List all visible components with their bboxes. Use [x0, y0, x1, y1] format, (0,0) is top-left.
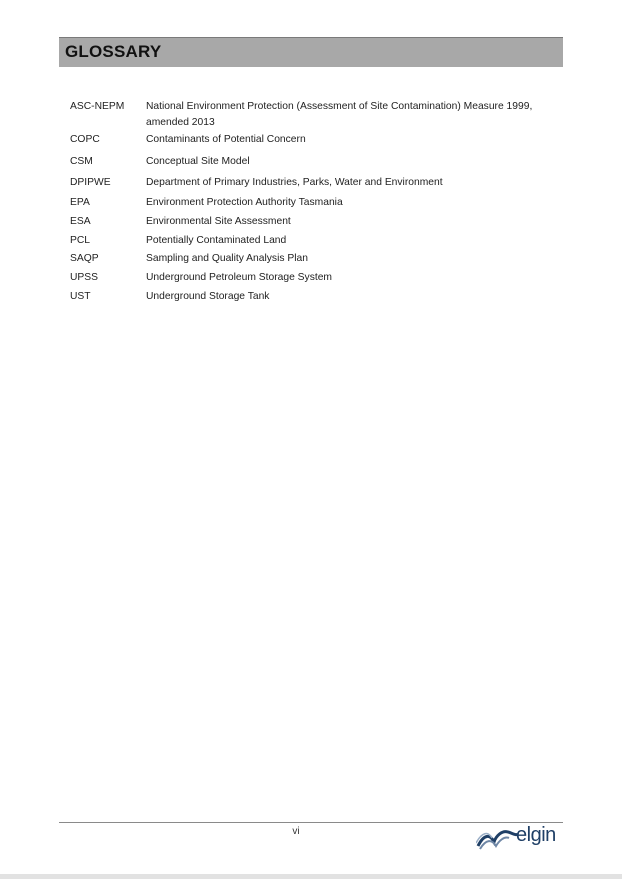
glossary-term: ESA [70, 216, 91, 227]
glossary-term: ASC-NEPM [70, 101, 125, 112]
page-edge [0, 874, 622, 879]
glossary-term: CSM [70, 156, 93, 167]
logo-text: elgin [516, 824, 556, 846]
glossary-definition: Contaminants of Potential Concern [146, 134, 306, 145]
footer-divider [59, 822, 563, 823]
glossary-definition: Conceptual Site Model [146, 156, 250, 167]
glossary-term: PCL [70, 235, 91, 246]
elgin-wave-logo-icon [476, 826, 520, 850]
glossary-definition: National Environment Protection (Assessment of Site Contamination) Measure 1999, amended 2013 [146, 101, 533, 128]
page-number: vi [292, 826, 300, 837]
elgin-logo [476, 826, 562, 850]
glossary-term: DPIPWE [70, 177, 111, 188]
glossary-term: EPA [70, 197, 90, 208]
glossary-definition: Department of Primary Industries, Parks, Water and Environment [146, 177, 443, 188]
page-title: GLOSSARY [65, 42, 162, 61]
glossary-definition: Underground Storage Tank [146, 291, 270, 302]
glossary-term: UPSS [70, 272, 99, 283]
glossary-definition: Environmental Site Assessment [146, 216, 291, 227]
glossary-term: COPC [70, 134, 100, 145]
glossary-definition: Underground Petroleum Storage System [146, 272, 333, 283]
glossary-definition: Environment Protection Authority Tasmania [146, 197, 343, 208]
glossary-term: UST [70, 291, 91, 302]
glossary-definition: Potentially Contaminated Land [146, 235, 287, 246]
glossary-definition: Sampling and Quality Analysis Plan [146, 253, 308, 264]
glossary-term: SAQP [70, 253, 99, 264]
section-header-bar [59, 37, 563, 67]
